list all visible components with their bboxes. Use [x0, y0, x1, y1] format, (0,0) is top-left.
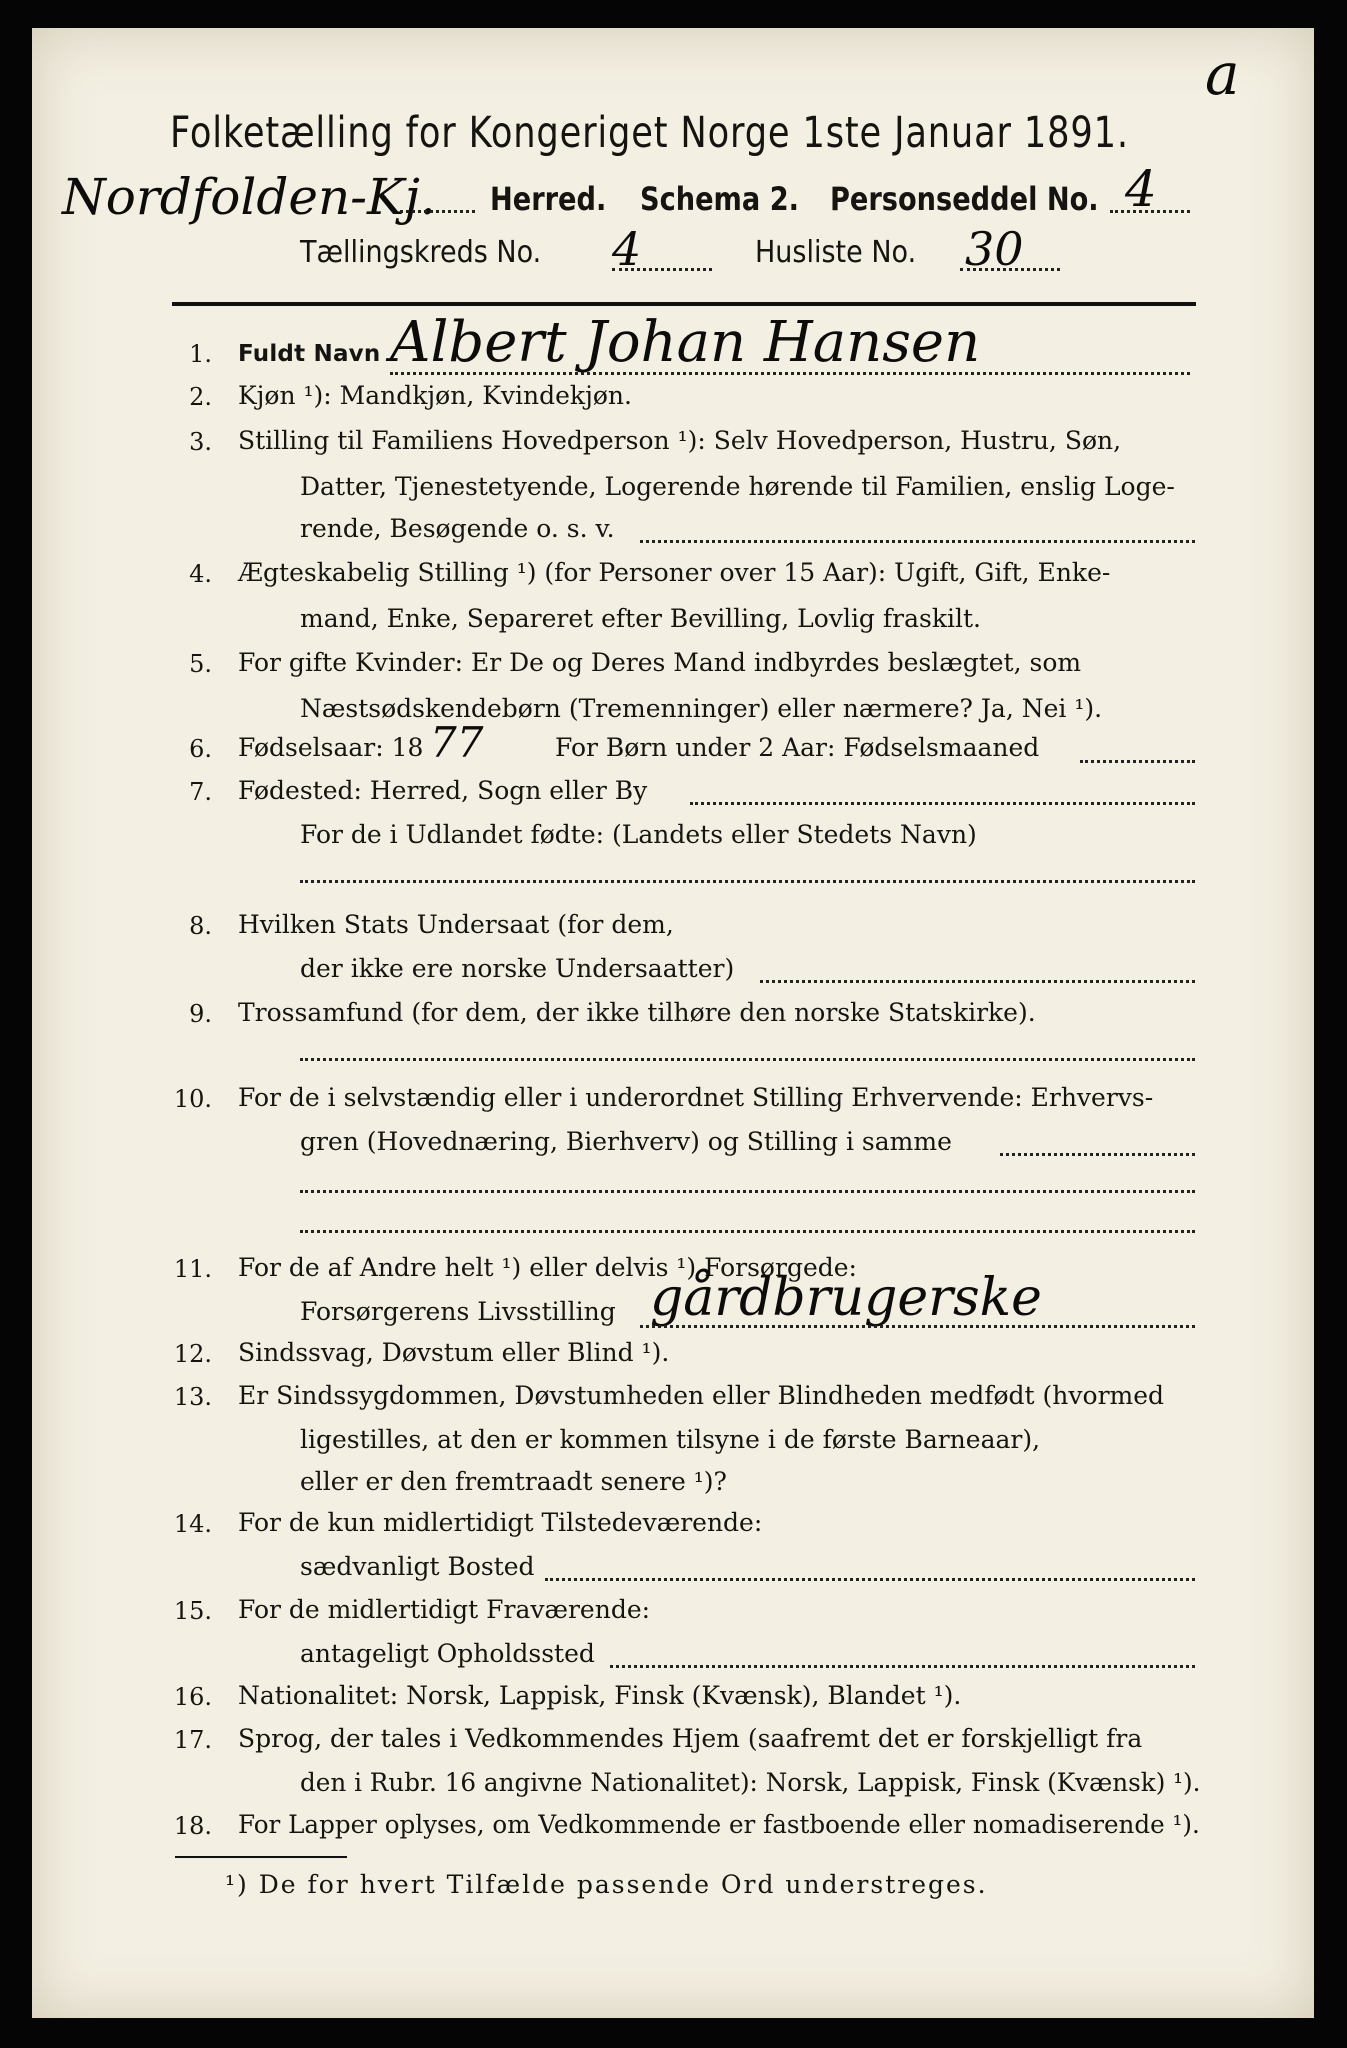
row-number: 10.: [173, 1085, 212, 1113]
row-number: 8.: [189, 912, 212, 940]
footnote-rule: [175, 1856, 347, 1858]
personseddel-value: 4: [1125, 160, 1157, 218]
row-6-label-2: For Børn under 2 Aar: Fødselsmaaned: [555, 733, 1040, 762]
row-number: 12.: [173, 1340, 212, 1368]
row-3-line-1: Stilling til Familiens Hovedperson ¹): Selv Hovedperson, Hustru, Søn,: [238, 426, 1122, 455]
row-7-dots: [690, 802, 1195, 805]
schema-label: Schema 2.: [640, 180, 799, 218]
header-rule: [172, 302, 1196, 306]
birth-year-entry: 77: [430, 718, 484, 767]
row-number: 16.: [173, 1683, 212, 1711]
row-10-dots-2: [300, 1190, 1195, 1193]
row-11-dots: [640, 1325, 1195, 1328]
row-6-label: Fødselsaar: 18: [238, 733, 424, 762]
row-18-text: For Lapper oplyses, om Vedkommende er fastboende eller nomadiserende ¹).: [238, 1810, 1200, 1839]
taellingskreds-dots: [612, 268, 712, 271]
personseddel-dots: [1110, 210, 1190, 213]
row-8-dots: [760, 980, 1195, 983]
row-number: 1.: [189, 340, 212, 368]
taellingskreds-value: 4: [612, 222, 642, 276]
herred-dots: [400, 210, 475, 213]
row-13-line-3: eller er den fremtraadt senere ¹)?: [300, 1467, 727, 1496]
row-5-line-1: For gifte Kvinder: Er De og Deres Mand indbyrdes beslægtet, som: [238, 648, 1082, 677]
row-15-dots: [610, 1665, 1195, 1668]
row-4-line-1: Ægteskabelig Stilling ¹) (for Personer over 15 Aar): Ugift, Gift, Enke-: [238, 558, 1111, 587]
row-1-dots: [390, 372, 1190, 375]
row-8-line-2: der ikke ere norske Undersaatter): [300, 954, 735, 983]
row-number: 4.: [189, 560, 212, 588]
row-number: 13.: [173, 1383, 212, 1411]
row-17-line-1: Sprog, der tales i Vedkommendes Hjem (saafremt det er forskjelligt fra: [238, 1724, 1143, 1753]
row-8-line-1: Hvilken Stats Undersaat (for dem,: [238, 910, 674, 939]
row-number: 11.: [173, 1255, 212, 1283]
row-13-line-2: ligestilles, at den er kommen tilsyne i de første Barneaar),: [300, 1425, 1041, 1454]
row-number: 7.: [189, 778, 212, 806]
husliste-dots: [960, 268, 1060, 271]
husliste-label: Husliste No.: [755, 235, 917, 270]
row-9-dots: [300, 1058, 1195, 1061]
form-title: Folketælling for Kongeriget Norge 1ste Januar 1891.: [170, 108, 1129, 158]
row-3-dots: [640, 540, 1195, 543]
row-14-line-2: sædvanligt Bosted: [300, 1552, 535, 1581]
row-number: 6.: [189, 735, 212, 763]
row-1-text: [238, 338, 380, 367]
herred-label: Herred.: [490, 180, 607, 218]
row-number: 14.: [173, 1510, 212, 1538]
corner-mark: a: [1205, 40, 1240, 108]
row-10-dots: [1000, 1153, 1195, 1156]
row-16-text: Nationalitet: Norsk, Lappisk, Finsk (Kvænsk), Blandet ¹).: [238, 1681, 962, 1710]
row-13-line-1: Er Sindssygdommen, Døvstumheden eller Blindheden medfødt (hvormed: [238, 1381, 1165, 1410]
row-number: 18.: [173, 1812, 212, 1840]
row-number: 15.: [173, 1597, 212, 1625]
personseddel-label: Personseddel No.: [830, 180, 1099, 218]
row-3-line-2: Datter, Tjenestetyende, Logerende hørende til Familien, enslig Loge-: [300, 472, 1175, 501]
row-11-line-2: Forsørgerens Livsstilling: [300, 1297, 616, 1326]
name-entry: Albert Johan Hansen: [390, 310, 981, 375]
row-14-line-1: For de kun midlertidigt Tilstedeværende:: [238, 1508, 763, 1537]
row-10-line-2: gren (Hovednæring, Bierhverv) og Stilling i samme: [300, 1127, 952, 1156]
row-15-line-1: For de midlertidigt Fraværende:: [238, 1595, 651, 1624]
row-10-dots-3: [300, 1230, 1195, 1233]
row-7-line-1: Fødested: Herred, Sogn eller By: [238, 776, 648, 805]
row-number: 17.: [173, 1726, 212, 1754]
row-6-dots: [1080, 760, 1195, 763]
row-7-line-2: For de i Udlandet fødte: (Landets eller Stedets Navn): [300, 820, 977, 849]
herred-value: Nordfolden-Kj.: [62, 168, 436, 226]
footnote: ¹) De for hvert Tilfælde passende Ord understreges.: [225, 1870, 988, 1899]
row-12-text: Sindssvag, Døvstum eller Blind ¹).: [238, 1338, 670, 1367]
taellingskreds-label: Tællingskreds No.: [300, 235, 542, 270]
row-number: 5.: [189, 650, 212, 678]
row-number: 2.: [189, 383, 212, 411]
row-4-line-2: mand, Enke, Separeret efter Bevilling, Lovlig fraskilt.: [300, 604, 981, 633]
provider-occupation-entry: gårdbrugerske: [650, 1268, 1042, 1328]
row-14-dots: [545, 1578, 1195, 1581]
row-number: 3.: [189, 428, 212, 456]
row-5-line-2: Næstsødskendebørn (Tremenninger) eller nærmere? Ja, Nei ¹).: [300, 694, 1103, 723]
row-17-line-2: den i Rubr. 16 angivne Nationalitet): Norsk, Lappisk, Finsk (Kvænsk) ¹).: [300, 1768, 1201, 1797]
row-7-dots-2: [300, 880, 1195, 883]
row-11-line-1: For de af Andre helt ¹) eller delvis ¹) Forsørgede:: [238, 1253, 857, 1282]
row-1-label: Fuldt Navn: [238, 341, 381, 367]
row-15-line-2: antageligt Opholdssted: [300, 1639, 595, 1668]
husliste-value: 30: [965, 222, 1024, 276]
row-10-line-1: For de i selvstændig eller i underordnet Stilling Erhvervende: Erhvervs-: [238, 1083, 1154, 1112]
row-number: 9.: [189, 1000, 212, 1028]
row-3-line-3: rende, Besøgende o. s. v.: [300, 514, 615, 543]
row-2-text: Kjøn ¹): Mandkjøn, Kvindekjøn.: [238, 381, 632, 410]
row-9-text: Trossamfund (for dem, der ikke tilhøre den norske Statskirke).: [238, 998, 1036, 1027]
